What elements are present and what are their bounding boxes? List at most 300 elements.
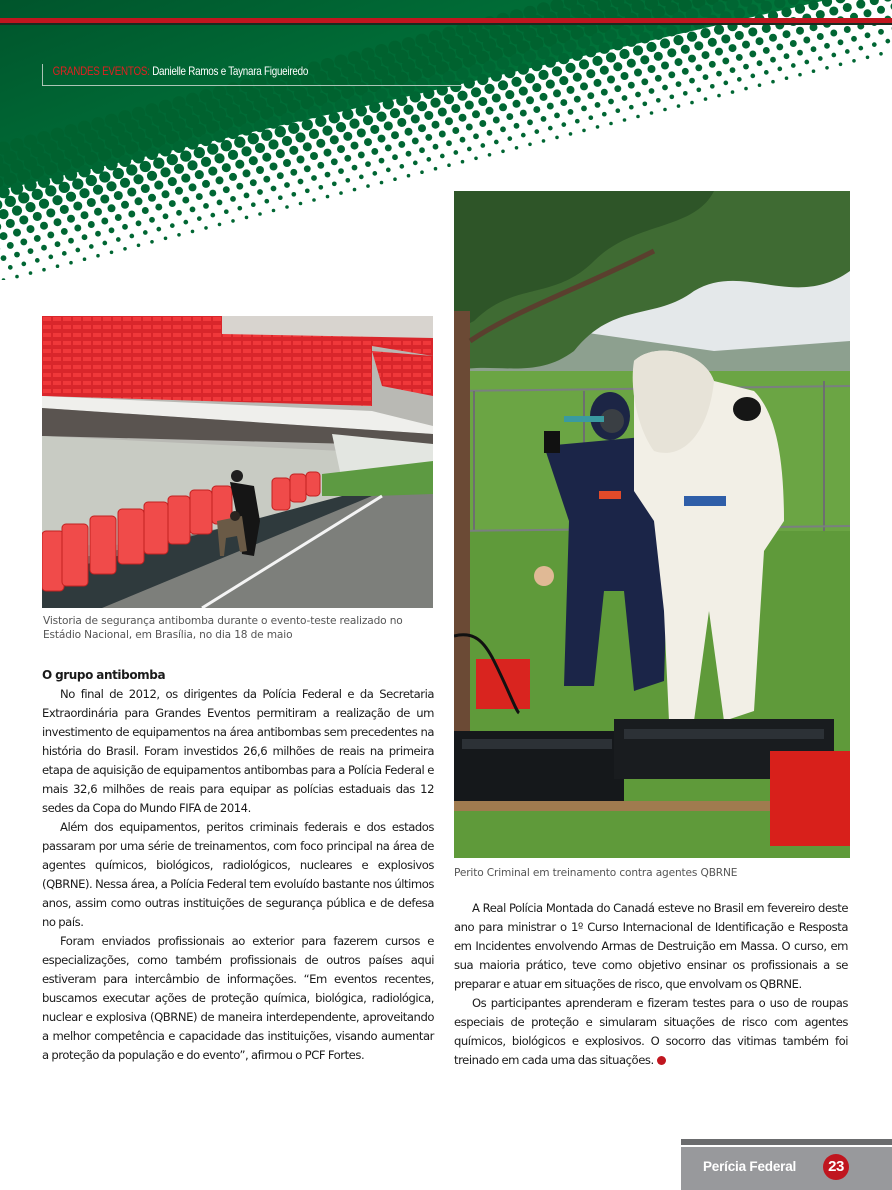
halftone-dot	[315, 116, 326, 127]
halftone-dot	[352, 165, 358, 171]
halftone-dot	[437, 84, 448, 95]
halftone-dot	[89, 244, 94, 249]
halftone-dot	[641, 78, 648, 85]
halftone-dot	[126, 164, 137, 175]
halftone-dot	[560, 99, 567, 106]
halftone-dot	[338, 168, 344, 174]
halftone-dot	[256, 166, 264, 174]
qbrne-training-photo	[454, 191, 850, 858]
halftone-dot	[41, 245, 47, 251]
halftone-dot	[244, 193, 250, 199]
halftone-dot	[716, 71, 722, 77]
halftone-dot	[621, 72, 629, 80]
halftone-dot	[661, 62, 669, 70]
halftone-dot	[149, 217, 155, 223]
halftone-dot	[559, 76, 568, 85]
halftone-dot	[532, 83, 541, 92]
halftone-dot	[770, 57, 776, 63]
halftone-dot	[474, 157, 478, 161]
halftone-dot	[464, 77, 475, 88]
halftone-dot	[879, 52, 883, 56]
halftone-dot	[120, 178, 130, 188]
halftone-dot	[749, 50, 756, 57]
halftone-dot	[187, 160, 197, 170]
halftone-dot	[390, 108, 400, 118]
halftone-dot	[580, 82, 588, 90]
halftone-dot	[142, 207, 149, 214]
halftone-dot	[160, 167, 170, 177]
halftone-dot	[420, 170, 424, 174]
qbrne-photo-caption: Perito Criminal em treinamento contra agentes QBRNE	[454, 867, 738, 879]
section-kicker	[42, 64, 308, 86]
halftone-dot	[818, 56, 823, 61]
halftone-dot	[255, 143, 265, 153]
halftone-dot	[676, 81, 682, 87]
halftone-dot	[700, 28, 710, 38]
halftone-dot	[8, 265, 13, 270]
halftone-dot	[478, 97, 487, 106]
halftone-dot	[33, 212, 42, 221]
halftone-dot	[690, 101, 694, 105]
halftone-dot	[154, 181, 163, 190]
halftone-dot	[217, 200, 223, 206]
halftone-dot	[34, 235, 41, 242]
halftone-dot	[744, 87, 748, 91]
halftone-dot	[52, 195, 62, 205]
halftone-dot	[35, 258, 40, 263]
halftone-dot	[196, 193, 203, 200]
halftone-dot	[86, 175, 97, 186]
halftone-dot	[270, 163, 278, 171]
halftone-dot	[681, 45, 690, 54]
halftone-dot	[73, 201, 82, 210]
halftone-dot	[311, 175, 317, 181]
halftone-dot	[353, 188, 357, 192]
halftone-dot	[95, 231, 101, 237]
halftone-dot	[46, 208, 55, 217]
stadium-photo-caption: Vistoria de segurança antibomba durante o evento-teste realizado no Estádio Nacional, em Brasília, no dia 18 de maio	[43, 615, 403, 641]
halftone-dot	[243, 169, 251, 177]
halftone-dot	[843, 3, 852, 12]
header-dark-rule	[0, 23, 892, 25]
halftone-dot	[709, 61, 716, 68]
halftone-dot	[66, 192, 76, 202]
halftone-dot	[230, 196, 236, 202]
halftone-dot	[208, 167, 217, 176]
halftone-dot	[407, 174, 411, 178]
halftone-dot	[757, 60, 763, 66]
halftone-dot	[654, 52, 663, 61]
halftone-dot	[345, 178, 350, 183]
halftone-dot	[13, 229, 21, 237]
halftone-dot	[668, 71, 675, 78]
halftone-dot	[234, 137, 245, 148]
halftone-dot	[877, 6, 885, 14]
halftone-dot	[0, 199, 2, 210]
halftone-dot	[216, 176, 224, 184]
halftone-dot	[858, 46, 863, 51]
halftone-dot	[356, 105, 367, 116]
halftone-dot	[18, 192, 29, 203]
halftone-dot	[235, 160, 244, 169]
halftone-dot	[312, 198, 316, 202]
halftone-dot	[310, 152, 318, 160]
halftone-dot	[264, 199, 269, 204]
halftone-dot	[425, 134, 432, 141]
halftone-dot	[714, 25, 724, 35]
halftone-dot	[451, 104, 460, 113]
halftone-dot	[190, 207, 196, 213]
halftone-dot	[403, 105, 413, 115]
halftone-dot	[592, 56, 602, 66]
halftone-dot	[93, 185, 103, 195]
halftone-dot	[856, 0, 865, 9]
halftone-dot	[613, 62, 622, 71]
halftone-dot	[521, 133, 526, 138]
halftone-dot	[822, 0, 832, 7]
halftone-dot	[20, 238, 27, 245]
halftone-dot	[284, 182, 290, 188]
halftone-dot	[251, 202, 256, 207]
page-footer	[681, 1139, 892, 1190]
halftone-dot	[872, 42, 877, 47]
halftone-dot	[0, 209, 9, 219]
halftone-dot	[285, 205, 289, 209]
halftone-dot	[737, 77, 742, 82]
halftone-dot	[0, 232, 8, 240]
halftone-dot	[0, 222, 1, 231]
halftone-dot	[423, 88, 434, 99]
halftone-dot	[113, 168, 124, 179]
halftone-dot	[505, 90, 514, 99]
halftone-dot	[540, 93, 548, 101]
halftone-dot	[798, 73, 802, 77]
halftone-dot	[366, 184, 370, 188]
halftone-dot	[180, 150, 191, 161]
halftone-dot	[722, 57, 729, 64]
halftone-dot	[769, 34, 777, 42]
halftone-dot	[648, 65, 656, 73]
halftone-dot	[771, 80, 775, 84]
halftone-dot	[829, 6, 838, 15]
halftone-dot	[271, 186, 277, 192]
halftone-dot	[467, 147, 472, 152]
halftone-dot	[708, 38, 717, 47]
halftone-dot	[586, 69, 595, 78]
halftone-dot	[440, 154, 445, 159]
halftone-dot	[602, 112, 607, 117]
halftone-dot	[790, 40, 797, 47]
halftone-dot	[507, 136, 512, 141]
halftone-dot	[106, 181, 116, 191]
halftone-dot	[331, 158, 338, 165]
halftone-dot	[88, 221, 95, 228]
halftone-dot	[424, 111, 433, 120]
halftone-dot	[688, 55, 696, 63]
halftone-dot	[527, 119, 533, 125]
halftone-dot	[189, 183, 197, 191]
halftone-dot	[94, 208, 102, 216]
halftone-dot	[224, 209, 229, 214]
halftone-dot	[176, 210, 182, 216]
halftone-dot	[514, 123, 520, 129]
halftone-dot	[121, 201, 129, 209]
halftone-dot	[392, 154, 398, 160]
halftone-dot	[791, 63, 796, 68]
kicker-underline	[42, 85, 462, 86]
halftone-dot	[599, 43, 610, 54]
halftone-dot	[646, 42, 656, 52]
halftone-dot	[197, 216, 202, 221]
halftone-dot	[174, 164, 184, 174]
halftone-dot	[582, 129, 586, 133]
halftone-dot	[2, 278, 6, 280]
halftone-dot	[477, 74, 488, 85]
halftone-dot	[339, 191, 343, 195]
halftone-dot	[763, 47, 770, 54]
halftone-dot	[459, 114, 467, 122]
halftone-dot	[290, 169, 297, 176]
halftone-dot	[162, 190, 170, 198]
halftone-dot	[40, 222, 48, 230]
halftone-dot	[492, 93, 501, 102]
paragraph: A Real Polícia Montada do Canadá esteve no Brasil em fevereiro deste ano para ministrar o 1º Curso Internacional de Identificação e Resposta em Incidentes envolvendo Armas de Destruição em Massa. O curso, em sua maioria prático, teve como objetivo ensinar os profissionais a se preparar e atuar em situações de risco, que envolvam os QBRNE.	[454, 901, 848, 991]
halftone-dot	[552, 66, 562, 76]
halftone-dot	[635, 92, 641, 98]
halftone-dot	[655, 75, 662, 82]
halftone-dot	[72, 178, 83, 189]
halftone-dot	[175, 187, 183, 195]
halftone-dot	[816, 10, 825, 19]
halftone-dot	[555, 136, 559, 140]
halftone-dot	[434, 167, 438, 171]
halftone-dot	[601, 89, 608, 96]
halftone-dot	[316, 139, 325, 148]
page-number-badge: 23	[823, 1154, 849, 1180]
halftone-dot	[6, 219, 15, 228]
halftone-dot	[115, 214, 122, 221]
halftone-dot	[398, 141, 405, 148]
halftone-dot	[758, 83, 762, 87]
halftone-dot	[639, 32, 650, 43]
halftone-dot	[114, 191, 123, 200]
halftone-dot	[12, 206, 22, 216]
halftone-dot	[612, 39, 623, 50]
halftone-dot	[127, 187, 136, 196]
halftone-dot	[797, 50, 803, 56]
halftone-dot	[122, 224, 128, 230]
halftone-dot	[14, 252, 20, 258]
halftone-dot	[472, 110, 480, 118]
halftone-dot	[218, 223, 222, 227]
halftone-dot	[717, 94, 721, 98]
halftone-dot	[493, 117, 500, 124]
halftone-dot	[526, 96, 534, 104]
halftone-dot	[518, 63, 529, 74]
halftone-dot	[579, 59, 589, 69]
halftone-dot	[808, 0, 818, 10]
end-mark-icon	[657, 1056, 666, 1065]
halftone-dot	[683, 91, 688, 96]
halftone-dot	[194, 147, 205, 158]
halftone-dot	[32, 189, 43, 200]
halftone-dot	[575, 119, 580, 124]
halftone-dot	[397, 118, 406, 127]
halftone-dot	[386, 168, 391, 173]
halftone-dot	[357, 128, 366, 137]
halftone-dot	[614, 85, 621, 92]
halftone-dot	[730, 67, 736, 73]
halftone-dot	[852, 59, 856, 63]
halftone-dot	[803, 37, 810, 44]
halftone-dot	[277, 172, 284, 179]
halftone-dot	[250, 179, 257, 186]
halftone-dot	[406, 151, 412, 157]
halftone-dot	[108, 204, 116, 212]
halftone-dot	[27, 225, 35, 233]
halftone-dot	[484, 84, 494, 94]
halftone-dot	[326, 195, 330, 199]
halftone-dot	[384, 121, 393, 130]
article-authors: Danielle Ramos e Taynara Figueiredo	[152, 64, 309, 78]
halftone-dot	[626, 36, 637, 47]
halftone-dot	[660, 38, 670, 48]
halftone-dot	[838, 39, 844, 45]
halftone-dot	[299, 202, 303, 206]
halftone-dot	[756, 37, 764, 45]
halftone-dot	[534, 129, 539, 134]
halftone-dot	[465, 100, 474, 109]
halftone-dot	[515, 146, 519, 150]
halftone-dot	[177, 233, 181, 237]
halftone-dot	[129, 234, 134, 239]
halftone-dot	[662, 85, 668, 91]
halftone-dot	[494, 140, 499, 145]
halftone-dot	[136, 220, 142, 226]
halftone-dot	[426, 157, 431, 162]
halftone-dot	[533, 106, 540, 113]
halftone-dot	[634, 69, 642, 77]
halftone-dot	[430, 98, 440, 108]
halftone-dot	[272, 209, 276, 213]
halftone-dot	[396, 95, 407, 106]
halftone-dot	[288, 123, 299, 134]
halftone-dot	[513, 100, 521, 108]
halftone-dot	[667, 48, 676, 57]
halftone-dot	[447, 163, 451, 167]
halftone-dot	[735, 31, 744, 40]
halftone-dot	[649, 88, 655, 94]
halftone-dot	[204, 226, 208, 230]
halftone-dot	[1, 255, 7, 261]
article-right-column	[454, 899, 848, 1070]
halftone-dot	[628, 82, 635, 89]
halftone-dot	[511, 77, 521, 87]
halftone-dot	[835, 0, 845, 3]
halftone-dot	[565, 63, 575, 73]
halftone-dot	[595, 102, 601, 108]
halftone-dot	[236, 183, 243, 190]
halftone-dot	[123, 247, 127, 251]
halftone-dot	[883, 0, 892, 2]
halftone-dot	[574, 96, 581, 103]
halftone-dot	[669, 94, 674, 99]
halftone-dot	[369, 102, 380, 113]
halftone-dot	[569, 132, 573, 136]
halftone-dot	[261, 130, 272, 141]
halftone-dot	[378, 135, 386, 143]
halftone-dot	[587, 92, 594, 99]
halftone-dot	[750, 74, 755, 79]
halftone-dot	[21, 262, 26, 267]
halftone-dot	[622, 95, 628, 101]
halftone-dot	[461, 160, 465, 164]
halftone-dot	[438, 107, 447, 116]
halftone-dot	[262, 153, 271, 162]
halftone-dot	[487, 130, 493, 136]
halftone-dot	[656, 98, 661, 103]
halftone-dot	[45, 185, 56, 196]
halftone-dot	[383, 98, 394, 109]
halftone-dot	[42, 268, 46, 272]
halftone-dot	[268, 139, 278, 149]
halftone-dot	[237, 206, 242, 211]
halftone-dot	[221, 140, 232, 151]
halftone-dot	[687, 31, 697, 41]
halftone-dot	[181, 174, 190, 183]
halftone-dot	[432, 121, 440, 129]
halftone-dot	[55, 241, 61, 247]
halftone-dot	[399, 164, 404, 169]
halftone-dot	[245, 216, 249, 220]
halftone-dot	[182, 197, 189, 204]
halftone-dot	[689, 78, 695, 84]
halftone-dot	[568, 109, 574, 115]
halftone-dot	[332, 181, 337, 186]
halftone-dot	[207, 143, 218, 154]
halftone-dot	[349, 119, 359, 129]
halftone-dot	[393, 177, 397, 181]
halftone-dot	[795, 4, 805, 14]
halftone-dot	[558, 53, 569, 64]
halftone-dot	[147, 171, 157, 181]
halftone-dot	[109, 227, 115, 233]
halftone-dot	[61, 228, 68, 235]
halftone-dot	[363, 115, 373, 125]
halftone-dot	[305, 188, 310, 193]
halftone-dot	[168, 177, 177, 186]
halftone-dot	[418, 124, 426, 132]
halftone-dot	[695, 64, 702, 71]
halftone-dot	[446, 140, 452, 146]
halftone-dot	[153, 157, 164, 168]
halftone-dot	[546, 80, 555, 89]
halftone-dot	[845, 49, 850, 54]
halftone-dot	[214, 153, 224, 163]
halftone-dot	[673, 35, 683, 45]
halftone-dot	[764, 70, 769, 75]
halftone-dot	[606, 52, 616, 62]
halftone-dot	[257, 189, 263, 195]
halftone-dot	[298, 179, 304, 185]
halftone-dot	[734, 8, 745, 19]
halftone-dot	[202, 180, 210, 188]
halftone-dot	[466, 124, 473, 131]
halftone-dot	[663, 108, 667, 112]
halftone-dot	[504, 67, 515, 78]
halftone-dot	[141, 184, 150, 193]
halftone-dot	[588, 115, 593, 120]
